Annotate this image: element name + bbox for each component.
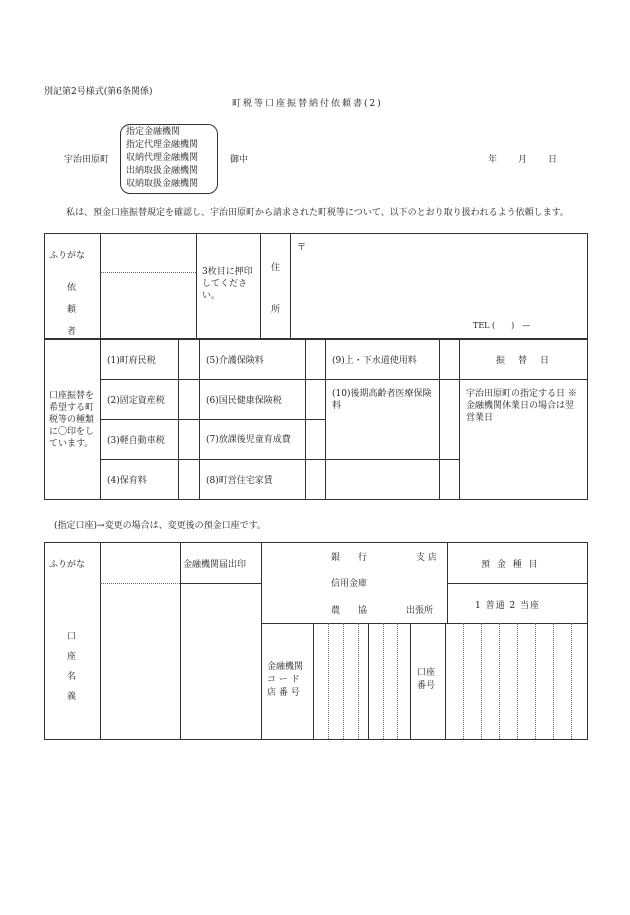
- address-label-cell: [261, 234, 291, 339]
- bank-label: 銀 行: [331, 553, 368, 563]
- account-number-label-line: 番号: [417, 681, 436, 691]
- seal-note-cell: [197, 234, 261, 339]
- tax-check-box[interactable]: [179, 460, 200, 500]
- bank-code-label-line: コ ー ド: [267, 675, 300, 685]
- branch-label: 支 店: [416, 553, 437, 563]
- tax-check-box[interactable]: [440, 340, 460, 380]
- shutchojo-label: 出張所: [406, 606, 434, 616]
- account-name-char: 名: [67, 672, 77, 682]
- tax-option-empty: [326, 460, 440, 500]
- institution-item: 指定代理金融機関: [126, 140, 199, 150]
- tax-check-box[interactable]: [306, 460, 326, 500]
- nokyo-label: 農 協: [331, 606, 368, 616]
- account-change-note: (指定口座)→変更の場合は、変更後の預金口座です。: [54, 521, 266, 531]
- tax-option: (8)町営住宅家賃: [200, 460, 306, 500]
- seal-label: 金融機関届出印: [183, 560, 247, 570]
- tax-option: (10)後期高齢者医療保険料: [326, 380, 440, 460]
- tax-option: (2)固定資産税: [101, 380, 179, 420]
- bank-code-label: [267, 661, 303, 700]
- tax-check-box[interactable]: [179, 420, 200, 460]
- tax-option: (1)町府民税: [101, 340, 179, 380]
- requester-char: 依: [67, 283, 77, 293]
- institution-item: 指定金融機関: [126, 127, 181, 137]
- furigana-divider: [101, 272, 196, 273]
- town-name: 宇治田原町: [64, 155, 110, 165]
- tel-field: TEL ( ) —: [473, 321, 531, 330]
- applicant-label-cell: [45, 234, 101, 339]
- institution-item: 収納取扱金融機関: [126, 179, 199, 189]
- deposit-type-label: 預 金 種 目: [481, 560, 540, 570]
- form-number: 別記第2号様式(第6条関係): [44, 87, 153, 97]
- seal-note: 3枚目に押印してください。: [202, 267, 253, 301]
- tax-check-box[interactable]: [306, 380, 326, 420]
- bank-code-label-line: 金融機関: [267, 662, 304, 672]
- institution-list: [126, 126, 198, 191]
- tax-types-table: [44, 339, 588, 500]
- account-number-label: [417, 667, 435, 693]
- name-cell[interactable]: [101, 234, 197, 339]
- account-name-char: 座: [67, 652, 77, 662]
- transfer-day-note: 宇治田原町の指定する日 ※金融機関休業日の場合は翌営業日: [460, 380, 588, 500]
- transfer-day-label: 振 替 日: [460, 340, 588, 380]
- account-name-char: 義: [67, 692, 77, 702]
- tax-check-box[interactable]: [306, 420, 326, 460]
- intro-text: 私は、預金口座振替規定を確認し、宇治田原町から請求された町税等について、以下のとおり取り扱われるよう依頼します。: [66, 208, 569, 218]
- tax-check-box[interactable]: [179, 380, 200, 420]
- account-table: [44, 542, 588, 740]
- address-cell[interactable]: [291, 234, 588, 339]
- tax-check-box[interactable]: [440, 380, 460, 460]
- tax-option: (4)保育料: [101, 460, 179, 500]
- deposit-type-options[interactable]: 1 普通 2 当座: [475, 601, 541, 611]
- requester-char: 頼: [67, 305, 77, 315]
- tax-check-box[interactable]: [440, 460, 460, 500]
- bank-code-label-line: 店 番 号: [267, 688, 300, 698]
- institution-item: 収納代理金融機関: [126, 153, 199, 163]
- tax-types-label: 口座振替を希望する町税等の種類に〇印をしています。: [45, 340, 101, 500]
- account-number-label-line: 口座: [417, 668, 436, 678]
- applicant-table: [44, 233, 588, 339]
- date-day: 日: [548, 155, 558, 165]
- tax-option: (6)国民健康保険税: [200, 380, 306, 420]
- account-furigana-label: ふりがな: [49, 560, 86, 570]
- tax-check-box[interactable]: [306, 340, 326, 380]
- tax-option: (3)軽自動車税: [101, 420, 179, 460]
- date-year: 年: [488, 155, 498, 165]
- gochu: 御中: [230, 155, 249, 165]
- tax-option: (9)上・下水道使用料: [326, 340, 440, 380]
- furigana-label: ふりがな: [49, 251, 86, 261]
- tax-option: (7)放課後児童育成費: [200, 420, 306, 460]
- form-title: 町税等口座振替納付依頼書(2): [232, 99, 383, 109]
- institution-item: 出納取扱金融機関: [126, 166, 199, 176]
- tax-check-box[interactable]: [179, 340, 200, 380]
- address-label-bottom: 所: [271, 305, 281, 315]
- shinkin-label: 信用金庫: [331, 579, 368, 589]
- date-month: 月: [518, 155, 528, 165]
- account-name-char: 口: [67, 632, 77, 642]
- postal-mark: 〒: [297, 243, 307, 253]
- tax-option: (5)介護保険料: [200, 340, 306, 380]
- requester-char: 者: [67, 327, 77, 337]
- address-label-top: 住: [271, 263, 281, 273]
- account-furigana-divider: [100, 583, 180, 584]
